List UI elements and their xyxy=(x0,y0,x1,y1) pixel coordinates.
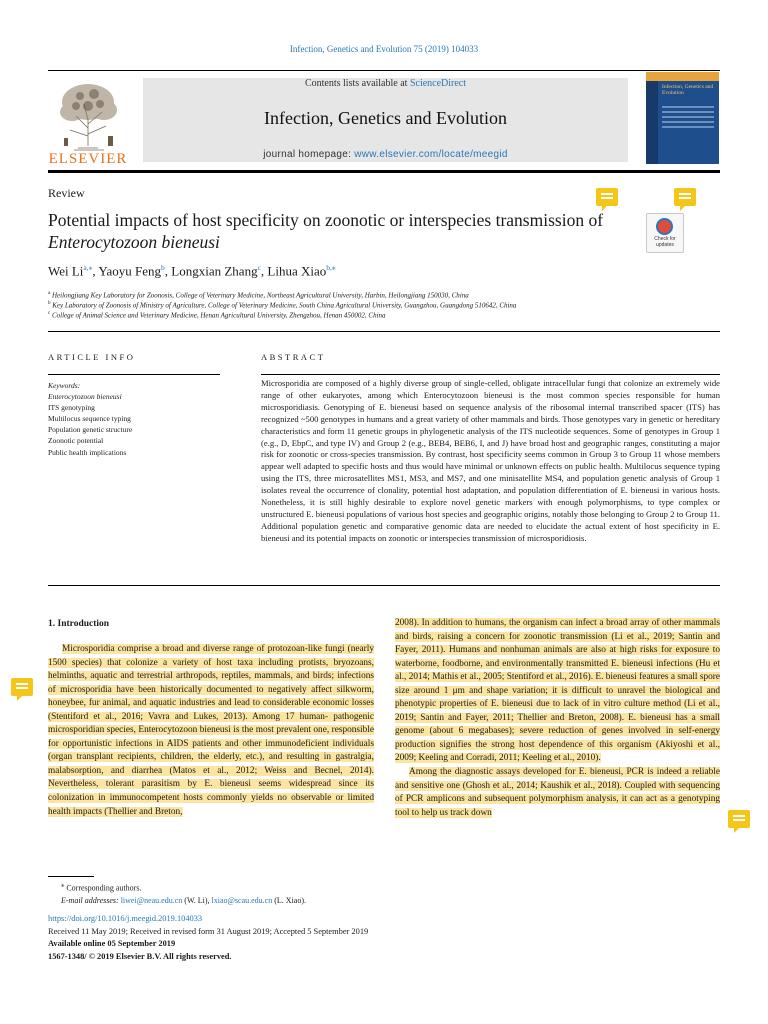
keyword-item: Zoonotic potential xyxy=(48,436,104,446)
contents-prefix: Contents lists available at xyxy=(304,78,410,89)
author-name[interactable]: Longxian Zhang xyxy=(171,263,258,279)
paragraph xyxy=(395,766,720,820)
keywords-list xyxy=(48,380,248,458)
comment-icon[interactable] xyxy=(11,678,33,696)
abstract-bottom-rule xyxy=(48,585,720,586)
author-list: Wei $Li^{a,⁎}$, Yaoyu Feng$^b$, Longxian Zhang$^c$, Lihua Xiao$^{b,⁎}$ xyxy=(48,263,336,279)
cover-band xyxy=(646,72,719,81)
paragraph xyxy=(395,617,720,766)
article-info-heading: ARTICLE INFO xyxy=(48,352,136,362)
homepage-prefix: journal homepage: xyxy=(263,149,355,160)
affiliation xyxy=(48,309,386,320)
keyword-item: ITS genotyping xyxy=(48,403,95,413)
author-name[interactable]: Wei Li xyxy=(48,263,84,279)
elsevier-logo[interactable] xyxy=(48,76,128,168)
email-label: E-mail addresses: xyxy=(61,896,119,906)
footnote-rule xyxy=(48,876,94,877)
highlighted-paragraph[interactable]: 2008). In addition to humans, the organism can infect a broad array of other mammals and birds, raising a concern for zoonotic transmission (Li et al., 2019; Santin and Fayer, 2011). Humans and nonhuman animals are also at high risks for exposure to waterborne, foodborne, and environmentally transmitted E. bieneusi infections (Hu et al., 2014; Mathis et al., 2005; Stentiford et al., 2016). E. bieneusi features a small spore size around 1 μm and shape variation; it is difficult to unravel the biological and phenotypic properties of E. bieneusi due to lack of in vitro culture method (Li et al., 2019; Santin and Fayer, 2011; Thellier and Breton, 2008). E. bieneusi has a small genome (about 6 megabases); severe reduction of genes involved in self-energy production signifies the strong host dependence of this organism (Akiyoshi et al., 2009; Keeling and Corradi, 2011; Keeling et al., 2010). xyxy=(395,618,720,764)
section-heading-introduction: 1. Introduction xyxy=(48,619,110,629)
cover-title: Infection, Genetics and Evolution xyxy=(662,84,714,96)
article-title-species: Enterocytozoon bieneusi xyxy=(48,232,220,252)
email-owner: (W. Li), xyxy=(184,896,210,906)
article-info-rule xyxy=(48,374,220,375)
email-link[interactable]: liwei@neau.edu.cn xyxy=(120,896,183,906)
keyword-item: Multilocus sequence typing xyxy=(48,414,131,424)
author-name[interactable]: Yaoyu Feng xyxy=(98,263,162,279)
keyword-item: Enterocytozoon bieneusi xyxy=(48,392,122,402)
masthead-top-rule xyxy=(48,70,720,71)
masthead-bottom-rule xyxy=(48,170,720,173)
corresponding-note: ⁎ Corresponding authors. xyxy=(61,882,142,893)
article-title-text: Potential impacts of host specificity on zoonotic or interspecies transmission of xyxy=(48,210,604,230)
journal-cover-image[interactable] xyxy=(646,72,719,164)
highlighted-paragraph[interactable]: Among the diagnostic assays developed for E. bieneusi, PCR is indeed a reliable and sensitive one (Ghosh et al., 2014; Kaushik et al., 2018). Coupled with sequencing of PCR amplicons and subsequent polymorphism analysis, it can act as a genotyping tool to help us track down xyxy=(395,767,720,818)
comment-icon[interactable] xyxy=(674,188,696,206)
highlighted-paragraph[interactable]: Microsporidia comprise a broad and diverse range of protozoan-like fungi (nearly 1500 species) that colonize a variety of host taxa including protists, bryozoans, helminths, aquatic and terrestrial arthropods, reptiles, mammals, and birds; infections of microsporidia have been historically documented to negatively affect silkworm, honeybee, fur animal, and aquatic industries and lead to considerable economic losses (Stentiford et al., 2016; Vavra and Lukes, 2013). Among 17 human- pathogenic microsporidian species, Enterocytozoon bieneusi is the most prevalent one, responsible for opportunistic infections in AIDS patients and other immunodeficient individuals (organ transplant recipients, children, the elderly, etc.), and resulting in gastralgia, malabsorption, and diarrhea (Matos et al., 2012; Weiss and Becnel, 2014). Nevertheless, tolerant parasitism by E. bieneusi seems widespread since its colonization in immunocompetent hosts commonly yields no observable or limited health impacts (Thellier and Breton, xyxy=(48,644,374,817)
abstract-rule xyxy=(261,374,720,375)
contents-line xyxy=(143,78,628,89)
journal-masthead xyxy=(143,78,628,162)
corresponding-label: Corresponding authors. xyxy=(66,883,142,893)
elsevier-tree-icon xyxy=(48,76,128,154)
available-online: Available online 05 September 2019 xyxy=(48,939,176,949)
homepage-link[interactable]: www.elsevier.com/locate/meegid xyxy=(354,149,508,160)
publication-dates: Received 11 May 2019; Received in revised form 31 August 2019; Accepted 5 September 2019 xyxy=(48,926,369,936)
affiliation-text: Heilongjiang Key Laboratory for Zoonosis, College of Veterinary Medicine, Northeast Agricultural University, Harbin, Heilongjiang 150030, China xyxy=(51,291,469,300)
footnotes xyxy=(48,880,306,908)
affiliation-text: College of Animal Science and Veterinary Medicine, Henan Agricultural University, Zhengzhou, Henan 450002, China xyxy=(51,311,386,320)
email-line xyxy=(48,895,306,908)
abstract-body: Microsporidia are composed of a highly diverse group of single-celled, obligate intracellular fungi that colonize an extremely wide range of other eukaryotes, among which Enterocytozoon bieneusi is the most common species responsible for human microsporidiasis. Genotyping of E. bieneusi based on sequence analysis of the ribosomal internal transcribed spacer (ITS) has recognized ~500 genotypes in humans and a great variety of other mammals and birds. Those genotypes vary in genetic or hereditary characteristics and form 11 genetic groups in phylogenetic analysis of the ITS nucleotide sequences. Some of genotypes in Group 1 (e.g., D, EbpC, and type IV) and Group 2 (e.g., BEB4, BEB6, I, and J) have broad host and geographic ranges, constituting a major risk for zoonotic or cross-species transmission. By contrast, host specificity seems common in Group 3 to Group 11 whose members appear well adapted to specific hosts and thus would have minimal or unknown effects on public health. Multilocus sequence typing using the ITS, three microsatellites MS1, MS3, and MS7, and one minisatellite MS4, and population genetic analysis of Group 1 isolates reveal the occurrence of clonality, potential host adaptation, and population differentiation of E. bieneusi in various hosts. Nonetheless, it is still highly desirable to explore novel genetic markers with enough polymorphisms, to type complex or unstructured E. bieneusi populations of various host species and geographic origins, notably those belonging to Group 2 to Group 11. Additional population genetic and comparative genomic data are needed to elucidate the actual extent of host specificity in E. bieneusi and its potential impacts on zoonotic or interspecies transmission of microsporidiosis. xyxy=(261,378,720,543)
sciencedirect-link[interactable]: ScienceDirect xyxy=(409,78,467,89)
homepage-line xyxy=(143,149,628,160)
author-affiliation-marker[interactable]: b xyxy=(161,263,165,272)
cover-lines xyxy=(662,106,714,131)
cover-strip xyxy=(646,81,658,164)
check-updates-icon xyxy=(656,218,673,235)
email-link[interactable]: lxiao@scau.edu.cn xyxy=(211,896,273,906)
article-title xyxy=(48,209,638,253)
comment-icon[interactable] xyxy=(596,188,618,206)
keyword-item: Public health implications xyxy=(48,447,127,457)
comment-icon[interactable] xyxy=(728,810,750,828)
elsevier-wordmark: ELSEVIER xyxy=(48,151,128,167)
publication-info xyxy=(48,913,368,963)
check-for-updates-button[interactable] xyxy=(646,213,684,253)
article-head-rule xyxy=(48,331,720,332)
doi-link[interactable]: https://doi.org/10.1016/j.meegid.2019.104033 xyxy=(48,914,203,923)
abstract-heading: ABSTRACT xyxy=(261,352,326,362)
affiliation-marker: b xyxy=(48,301,51,306)
keyword-item: Population genetic structure xyxy=(48,425,133,435)
body-column-right xyxy=(395,617,720,820)
email-owner: (L. Xiao). xyxy=(274,896,306,906)
author-name[interactable]: Lihua Xiao xyxy=(267,263,327,279)
journal-citation-link[interactable]: Infection, Genetics and Evolution 75 (2019) 104033 xyxy=(289,44,479,54)
copyright-line: 1567-1348/ © 2019 Elsevier B.V. All rights reserved. xyxy=(48,951,232,961)
keywords-label: Keywords: xyxy=(48,381,81,390)
journal-title: Infection, Genetics and Evolution xyxy=(264,108,507,128)
author-affiliation-marker[interactable]: c xyxy=(257,263,261,272)
affiliation-marker: c xyxy=(48,311,51,316)
author-affiliation-marker[interactable]: a,⁎ xyxy=(83,263,93,272)
affiliation-marker: a xyxy=(48,291,51,296)
check-updates-label: Check for updates xyxy=(654,236,676,248)
author-affiliation-marker[interactable]: b,⁎ xyxy=(326,263,336,272)
article-type: Review xyxy=(48,186,85,200)
affiliation-text: Key Laboratory of Zoonosis of Ministry of Agriculture, College of Veterinary Medicine, South China Agricultural University, Guangzhou, Guangdong 510642, China xyxy=(52,301,517,310)
body-column-left xyxy=(48,643,374,819)
